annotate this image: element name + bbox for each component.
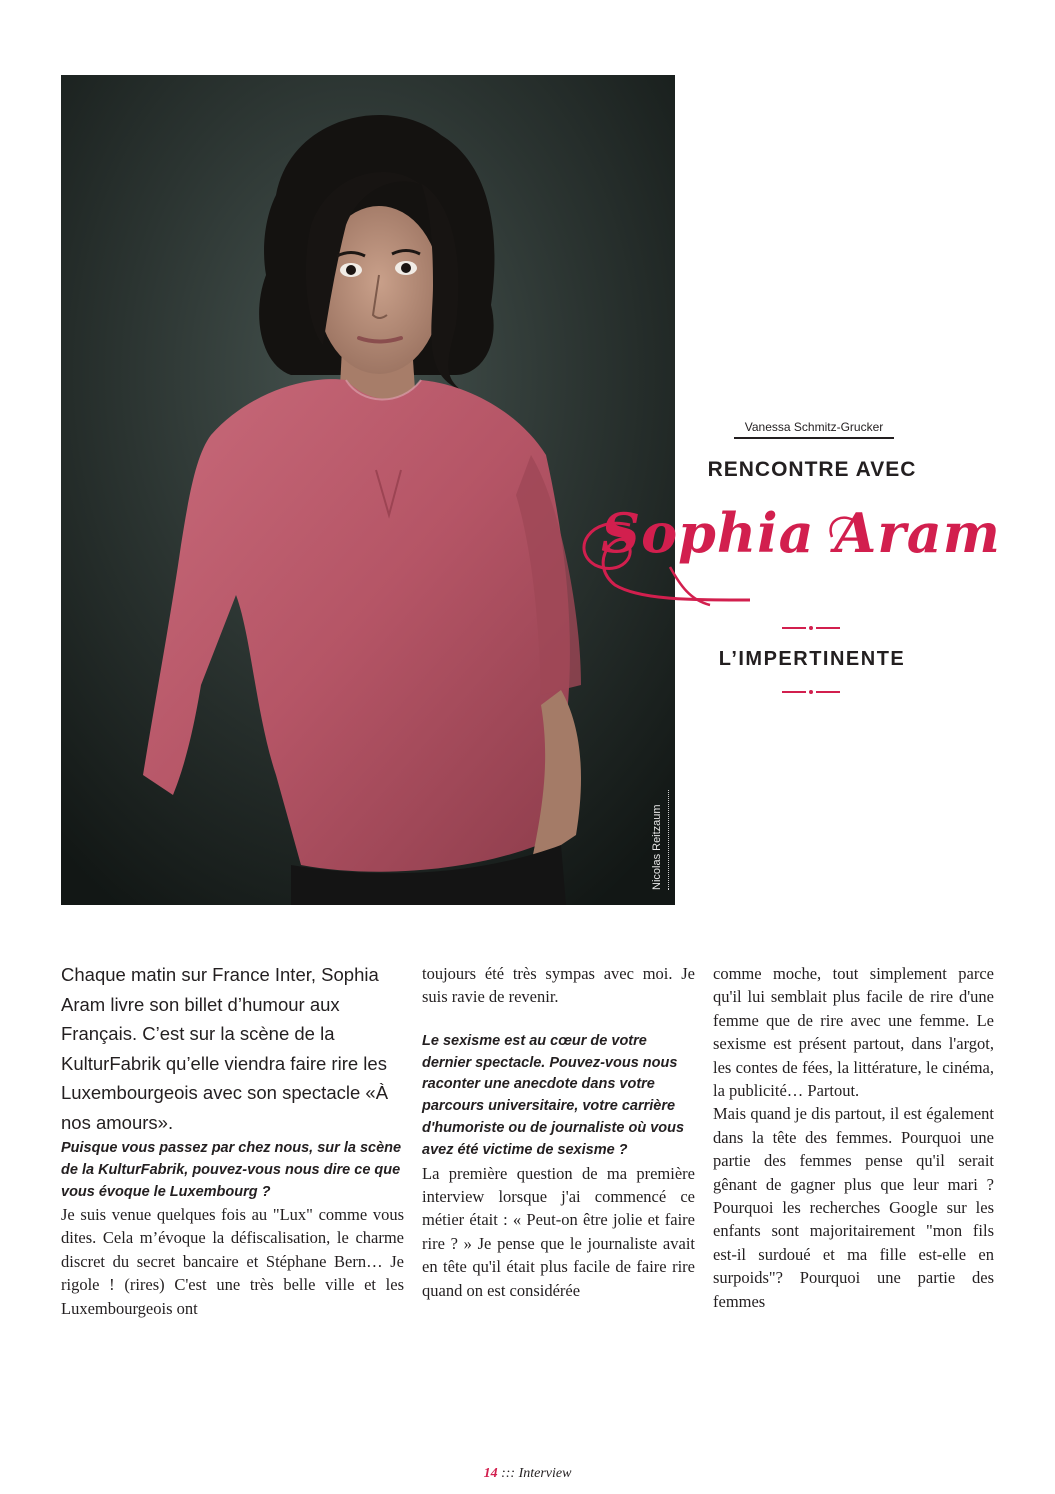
portrait-illustration bbox=[61, 75, 675, 905]
photo-credit: Nicolas Reitzaum bbox=[650, 790, 669, 890]
page-number: 14 bbox=[483, 1466, 498, 1481]
question-2: Le sexisme est au cœur de votre dernier spectacle. Pouvez-vous nous raconter une anecdote dans votre parcours universitaire, votre carrière d'humoriste ou de journaliste où vous avez été victime de sexisme ? bbox=[422, 1032, 685, 1158]
author-byline: Vanessa Schmitz-Grucker bbox=[734, 420, 894, 439]
headline-name: Sophia Aram bbox=[601, 501, 1001, 565]
answer-1-part-1: Je suis venue quelques fois au "Lux" comme vous dites. Cela m’évoque la défiscalisation, le charme discret du secret bancaire et Stéphane Bern… Je rigole ! (rires) C'est une très belle ville et les Luxembourgeois ont bbox=[61, 1205, 404, 1318]
answer-1-part-2: toujours été très sympas avec moi. Je suis ravie de revenir. bbox=[422, 964, 695, 1007]
portrait-photo bbox=[61, 75, 675, 905]
article-lead: Chaque matin sur France Inter, Sophia Aram livre son billet d’humour aux Français. C’est sur la scène de la KulturFabrik qu’elle viendra faire rire les Luxembourgeois avec son spectacle «À nos amours». bbox=[61, 964, 389, 1133]
answer-2-part-2: comme moche, tout simplement parce qu'il lui semblait plus facile de rire d'une femme que de rire avec une femme. Le sexisme est présent partout, dans l'argot, les contes de fées, la littérature, le cinéma, la publicité… Partout. bbox=[713, 964, 994, 1101]
article-column-3 bbox=[713, 962, 994, 1313]
footer-section: Interview bbox=[518, 1466, 572, 1481]
decorative-divider-top bbox=[782, 625, 840, 631]
answer-2-part-3: Mais quand je dis partout, il est également dans la tête des femmes. Pourquoi une partie des femmes pense qu'il serait gênant de gagner plus que leur mari ? Pourquoi les recherches Google sur les enfants sont majoritairement "mon fils est-il surdoué et ma fille est-elle en surpoids"? Pourquoi une partie des femmes bbox=[713, 1104, 994, 1311]
decorative-divider-bottom bbox=[782, 689, 840, 695]
question-1: Puisque vous passez par chez nous, sur la scène de la KulturFabrik, pouvez-vous nous dire ce que vous évoque le Luxembourg ? bbox=[61, 1140, 402, 1200]
headline-kicker: RENCONTRE AVEC bbox=[707, 458, 917, 481]
headline-subtitle: L’IMPERTINENTE bbox=[718, 648, 906, 670]
article-column-2 bbox=[422, 962, 695, 1302]
article-column-1 bbox=[61, 960, 404, 1320]
page-footer bbox=[0, 1466, 1055, 1482]
answer-2-part-1: La première question de ma première interview lorsque j'ai commencé ce métier était : « Peut-on être jolie et faire rire ? » Je pense que le journaliste avait en tête qu'il était plus facile de faire rire quand on est considérée bbox=[422, 1163, 695, 1300]
footer-separator: ::: bbox=[497, 1466, 519, 1481]
